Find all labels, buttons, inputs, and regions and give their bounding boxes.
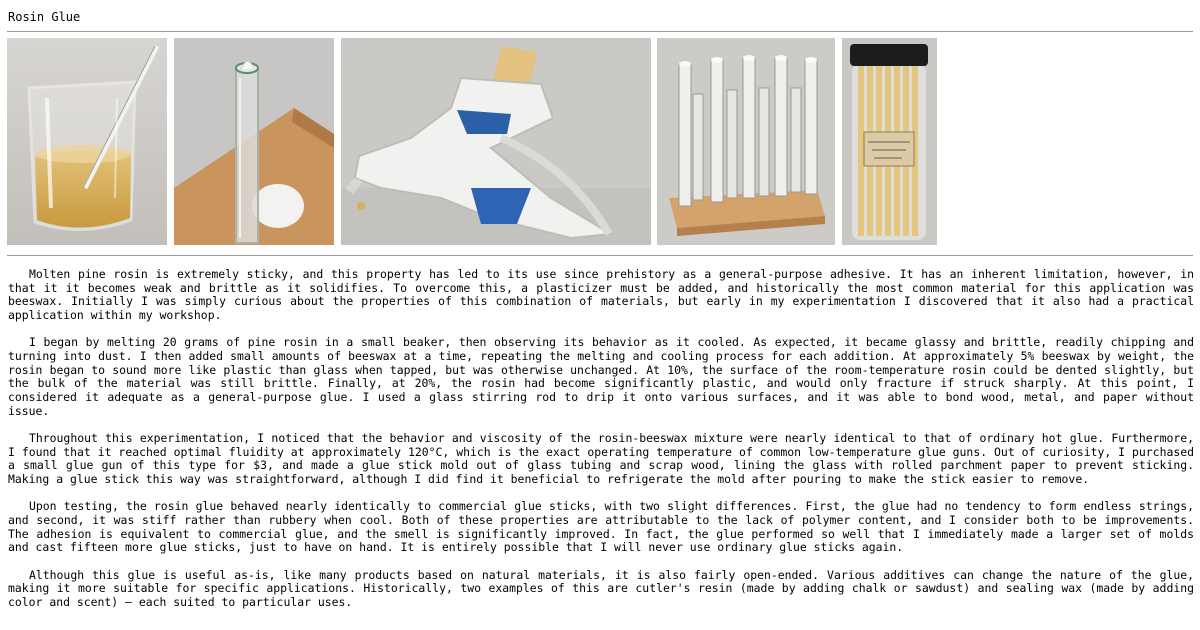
paragraph-3: Throughout this experimentation, I noticed that the behavior and viscosity of the rosin-beeswax mixture were nearly identical to that of ordinary hot glue. Furthermore, I found that it reached optimal fluidity at approximately 120°C, which is the exact operating temperature of common low-temperature glue guns. Out of curiosity, I purchased a small glue gun of this type for $3, and made a glue stick mold out of glass tubing and scrap wood, lining the glass with rolled parchment paper to prevent sticking. Making a glue stick this way was straightforward, although I did find it beneficial to refrigerate the mold after pouring to make the stick easier to remove. xyxy=(8,431,1194,487)
mold-rack-photo[interactable] xyxy=(657,38,835,245)
page-title: Rosin Glue xyxy=(8,10,81,24)
paragraph-1: Molten pine rosin is extremely sticky, and this property has led to its use since prehistory as a general-purpose adhesive. It has an inherent limitation, however, in that it it becomes weak and brittle as it solidifies. To overcome this, a plasticizer must be added, and historically the most common material for this application was beeswax. Initially I was simply curious about the properties of this combination of materials, but early in my experimentation I discovered that it also had a practical application within my workshop. xyxy=(8,267,1194,323)
paragraph-2: I began by melting 20 grams of pine rosin in a small beaker, then observing its behavior as it cooled. As expected, it became glassy and brittle, readily chipping and turning into dust. I then added small amounts of beeswax at a time, repeating the melting and cooling process for each addition. At approximately 5% beeswax by weight, the rosin began to sound more like plastic than glass when tapped, but was otherwise unchanged. At 10%, the surface of the room-temperature rosin could be dented slightly, but the bulk of the material was still brittle. Finally, at 20%, the rosin had become significantly plastic, and would only fracture if struck sharply. At this point, I considered it adequate as a general-purpose glue. I used a glass stirring rod to drip it onto various surfaces, and it was able to bond wood, metal, and paper without issue. xyxy=(8,335,1194,418)
paragraph-4: Upon testing, the rosin glue behaved nearly identically to commercial glue sticks, with two slight differences. First, the glue had no tendency to form endless strings, and second, it was stiff rather than rubbery when cool. Both of these properties are attributable to the lack of polymer content, and I consider both to be improvements. The adhesion is equivalent to commercial glue, and the smell is significantly improved. In fact, the glue performed so well that I immediately made a larger set of molds and cast fifteen more glue sticks, just to have on hand. It is entirely possible that I will never use ordinary glue sticks again. xyxy=(8,499,1194,555)
beaker-photo[interactable] xyxy=(7,38,167,245)
top-divider xyxy=(7,31,1193,32)
glass-tube-photo[interactable] xyxy=(174,38,334,245)
glue-stick-jar-photo[interactable] xyxy=(842,38,937,245)
paragraph-5: Although this glue is useful as-is, like many products based on natural materials, it is also fairly open-ended. Various additives can change the nature of the glue, making it more suitable for specific applications. Historically, two examples of this are cutler's resin (made by adding chalk or sawdust) and sealing wax (made by adding color and scent) — each suited to particular uses. xyxy=(8,567,1194,610)
bottom-divider xyxy=(7,255,1193,256)
glue-gun-photo[interactable] xyxy=(341,38,651,245)
article-body xyxy=(8,268,1194,623)
